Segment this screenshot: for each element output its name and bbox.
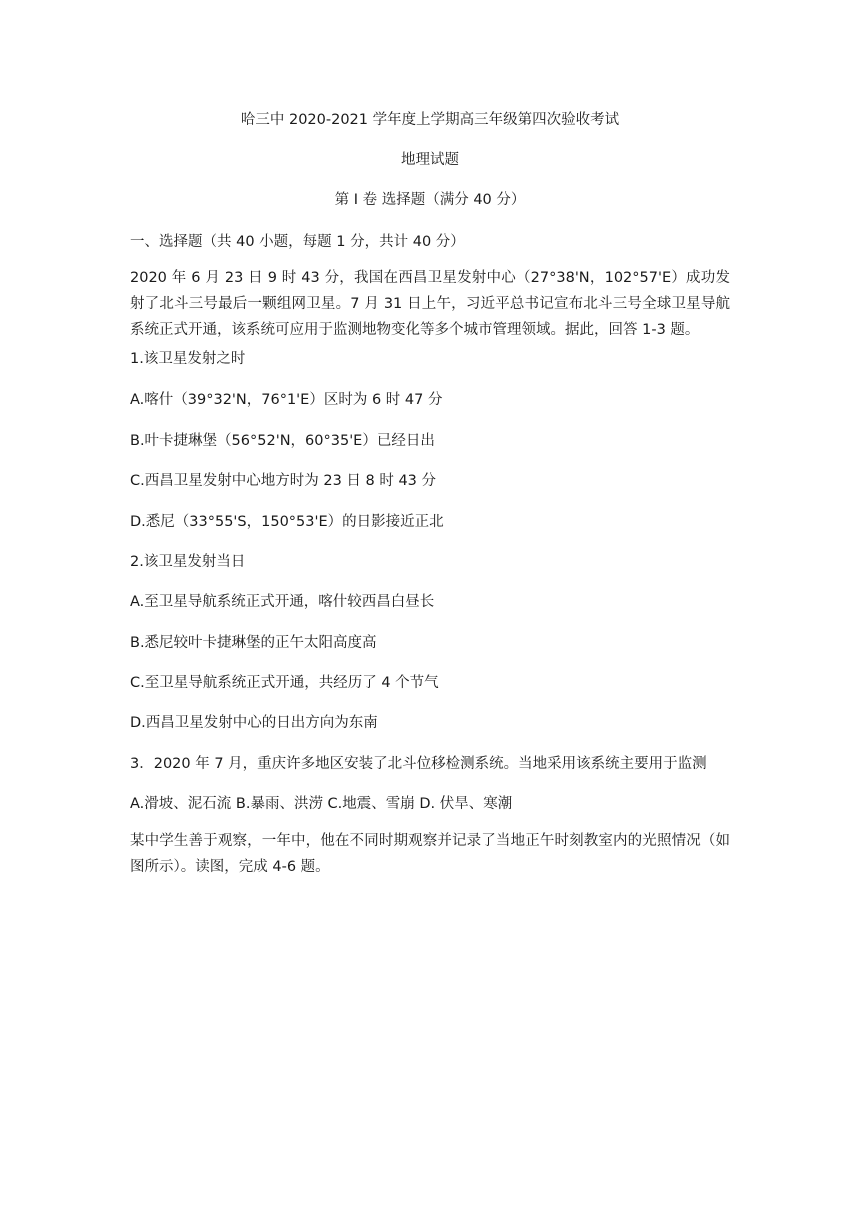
question-2-option-a: A.至卫星导航系统正式开通，喀什较西昌白昼长: [130, 594, 435, 610]
passage-1: 2020 年 6 月 23 日 9 时 43 分，我国在西昌卫星发射中心（27°38'N，102°57'E）成功发射了北斗三号最后一颗组网卫星。7 月 31 日上午，习近平总书记宣布北斗三号全球卫星导航系统正式开通，该系统可应用于监测地物变化等多个城市管理领域。据此，回答 1-3 题。: [130, 270, 730, 338]
question-3-options: A.滑坡、泥石流 B.暴雨、洪涝 C.地震、雪崩 D. 伏旱、寒潮: [130, 796, 513, 812]
question-2-option-b: B.悉尼较叶卡捷琳堡的正午太阳高度高: [130, 635, 377, 651]
question-1-option-d: D.悉尼（33°55'S，150°53'E）的日影接近正北: [130, 514, 444, 530]
subject-title: 地理试题: [401, 152, 459, 168]
question-1-stem: 1.该卫星发射之时: [130, 351, 246, 367]
section-heading: 一、选择题（共 40 小题，每题 1 分，共计 40 分）: [130, 234, 465, 250]
question-1-option-a: A.喀什（39°32'N，76°1'E）区时为 6 时 47 分: [130, 392, 443, 408]
question-1-option-c: C.西昌卫星发射中心地方时为 23 日 8 时 43 分: [130, 473, 437, 489]
passage-2: 某中学生善于观察，一年中，他在不同时期观察并记录了当地正午时刻教室内的光照情况（如图所示）。读图，完成 4-6 题。: [130, 833, 730, 875]
exam-title: 哈三中 2020-2021 学年度上学期高三年级第四次验收考试: [240, 112, 620, 128]
volume-title: 第 I 卷 选择题（满分 40 分）: [334, 192, 526, 208]
question-2-option-c: C.至卫星导航系统正式开通，共经历了 4 个节气: [130, 675, 439, 691]
question-3-stem: 3．2020 年 7 月，重庆许多地区安装了北斗位移检测系统。当地采用该系统主要用于监测: [130, 756, 707, 772]
question-2-stem: 2.该卫星发射当日: [130, 554, 246, 570]
question-1-option-b: B.叶卡捷琳堡（56°52'N，60°35'E）已经日出: [130, 433, 435, 449]
question-2-option-d: D.西昌卫星发射中心的日出方向为东南: [130, 715, 378, 731]
